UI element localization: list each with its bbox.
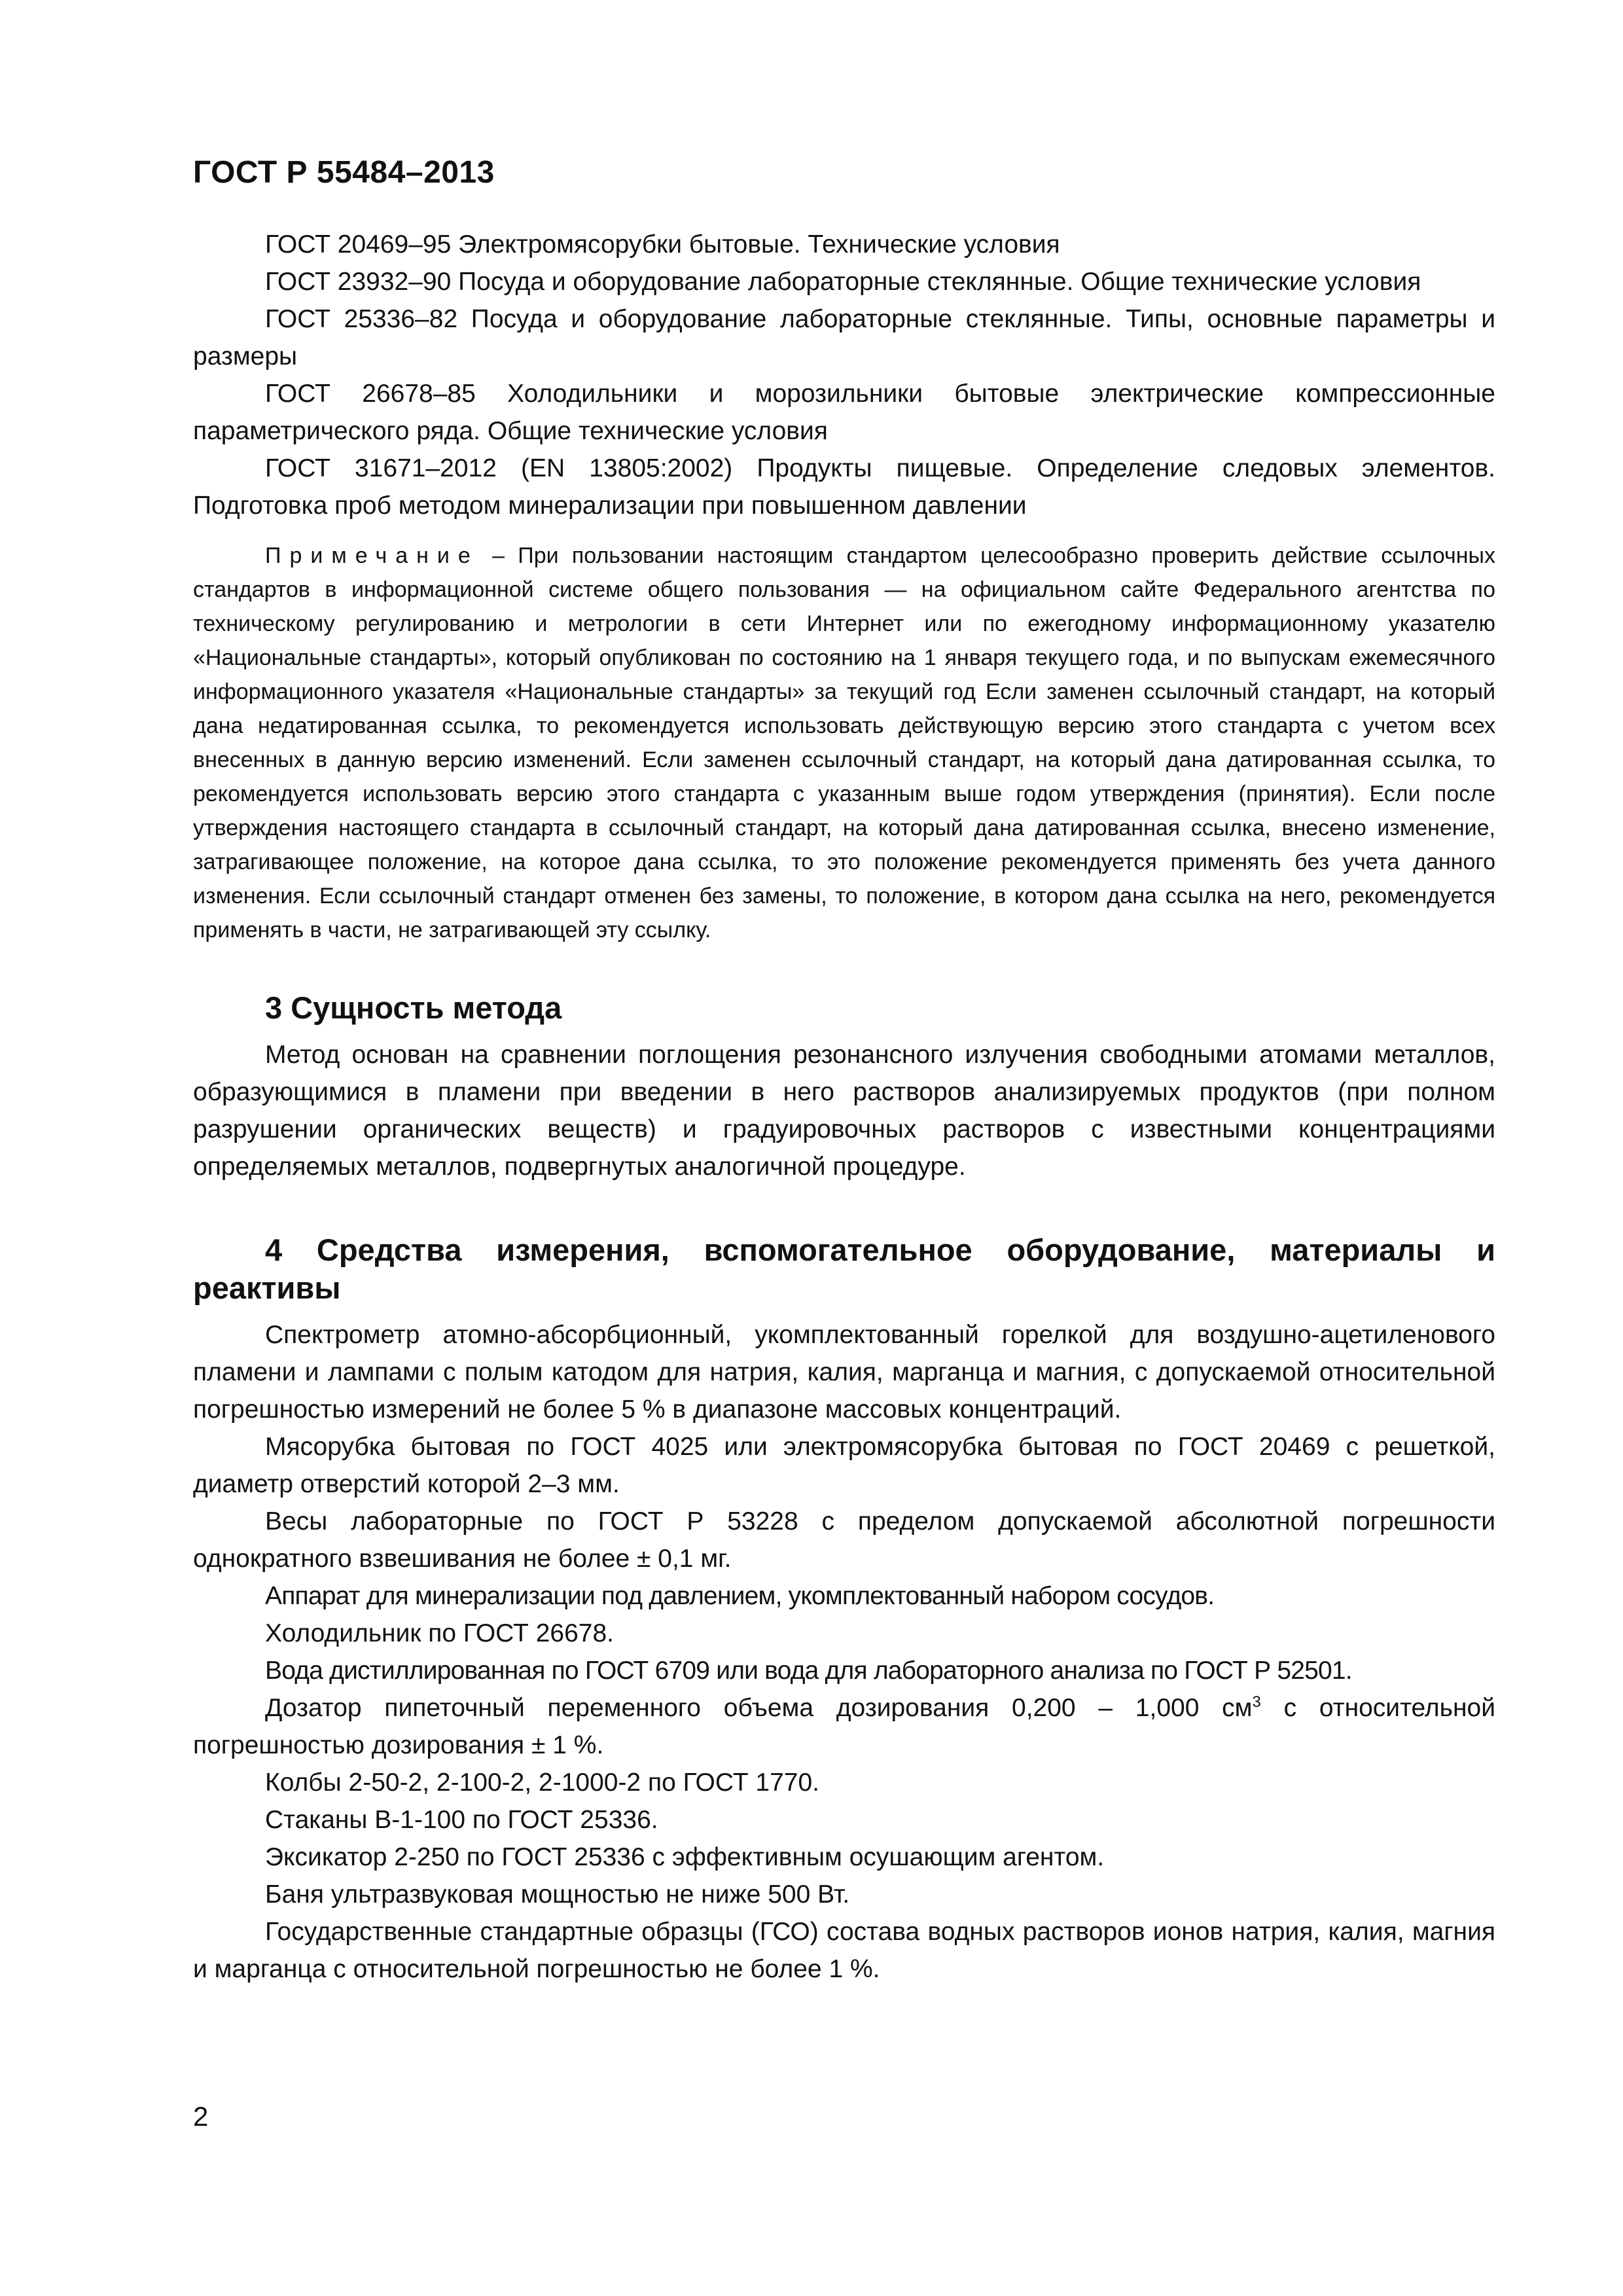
reference-gost-31671: ГОСТ 31671–2012 (EN 13805:2002) Продукты пищевые. Определение следовых элементов. Подготовка проб методом минерализации при повышенном давлении: [193, 454, 1495, 520]
section-3-text: Метод основан на сравнении поглощения резонансного излучения свободными атомами металлов, образующимися в пламени при введении в него растворов анализируемых продуктов (при полном разрушении органических веществ) и градуировочных растворов с известными концентрациями определяемых металлов, подвергнутых аналогичной процедуре.: [193, 1041, 1495, 1181]
reference-gost-20469: ГОСТ 20469–95 Электромясорубки бытовые. Технические условия: [265, 230, 1060, 259]
item-dispenser-superscript: 3: [1252, 1693, 1261, 1711]
item-dispenser-text: Дозатор пипеточный переменного объема дозирования 0,200 – 1,000 см: [265, 1694, 1253, 1722]
item-dispenser: [193, 1689, 1495, 1764]
reference-gost-26678: ГОСТ 26678–85 Холодильники и морозильники бытовые электрические компрессионные параметрического ряда. Общие технические условия: [193, 380, 1495, 445]
item-fridge: Холодильник по ГОСТ 26678.: [265, 1619, 614, 1647]
item-reference-samples: Государственные стандартные образцы (ГСО) состава водных растворов ионов натрия, калия, магния и марганца с относительной погрешностью не более 1 %.: [193, 1918, 1495, 1983]
document-number-header: ГОСТ Р 55484–2013: [193, 155, 495, 190]
item-grinder: Мясорубка бытовая по ГОСТ 4025 или электромясорубка бытовая по ГОСТ 20469 с решеткой, диаметр отверстий которой 2–3 мм.: [193, 1433, 1495, 1498]
note-paragraph: [193, 539, 1495, 947]
item-mineralizer: Аппарат для минерализации под давлением, укомплектованный набором сосудов.: [265, 1582, 1215, 1610]
note-block: [193, 539, 1495, 947]
reference-gost-25336: ГОСТ 25336–82 Посуда и оборудование лабораторные стеклянные. Типы, основные параметры и размеры: [193, 305, 1495, 370]
page-content: [193, 226, 1495, 1988]
page-number: 2: [193, 2101, 209, 2132]
item-water: Вода дистиллированная по ГОСТ 6709 или вода для лабораторного анализа по ГОСТ Р 52501.: [265, 1657, 1352, 1685]
section-4-heading: 4 Средства измерения, вспомогательное оборудование, материалы и реактивы: [193, 1232, 1495, 1305]
reference-gost-23932: ГОСТ 23932–90 Посуда и оборудование лабораторные стеклянные. Общие технические условия: [265, 268, 1421, 296]
item-spectrometer: Спектрометр атомно-абсорбционный, укомплектованный горелкой для воздушно-ацетиленового пламени и лампами с полым катодом для натрия, калия, марганца и магния, с допускаемой относительной погрешностью измерений не более 5 % в диапазоне массовых концентраций.: [193, 1321, 1495, 1424]
item-dispenser-text-end: с относительной погрешностью дозирования ± 1 %.: [193, 1694, 1495, 1759]
item-scales: Весы лабораторные по ГОСТ Р 53228 с пределом допускаемой абсолютной погрешности однократного взвешивания не более ± 0,1 мг.: [193, 1507, 1495, 1573]
item-ultrasonic-bath: Баня ультразвуковая мощностью не ниже 500 Вт.: [265, 1880, 850, 1909]
note-text: – При пользовании настоящим стандартом целесообразно проверить действие ссылочных стандартов в информационной системе общего пользования — на официальном сайте Федерального агентства по техническому регулированию и метрологии в сети Интернет или по ежегодному информационному указателю «Национальные стандарты», который опубликован по состоянию на 1 января текущего года, и по выпускам ежемесячного информационного указателя «Национальные стандарты» за текущий год Если заменен ссылочный стандарт, на который дана недатированная ссылка, то рекомендуется использовать действующую версию этого стандарта с учетом всех внесенных в данную версию изменений. Если заменен ссылочный стандарт, на который дана датированная ссылка, то рекомендуется использовать версию этого стандарта с указанным выше годом утверждения (принятия). Если после утверждения настоящего стандарта в ссылочный стандарт, на который дана датированная ссылка, внесено изменение, затрагивающее положение, на которое дана ссылка, то это положение рекомендуется применять без учета данного изменения. Если ссылочный стандарт отменен без замены, то положение, в котором дана ссылка на него, рекомендуется применять в части, не затрагивающей эту ссылку.: [193, 543, 1495, 942]
section-3-heading: 3 Сущность метода: [265, 990, 562, 1025]
item-beakers: Стаканы В-1-100 по ГОСТ 25336.: [265, 1806, 658, 1834]
note-label: Примечание: [265, 543, 479, 568]
item-desiccator: Эксикатор 2-250 по ГОСТ 25336 с эффективным осушающим агентом.: [265, 1843, 1105, 1871]
item-flasks: Колбы 2-50-2, 2-100-2, 2-1000-2 по ГОСТ 1770.: [265, 1768, 819, 1797]
